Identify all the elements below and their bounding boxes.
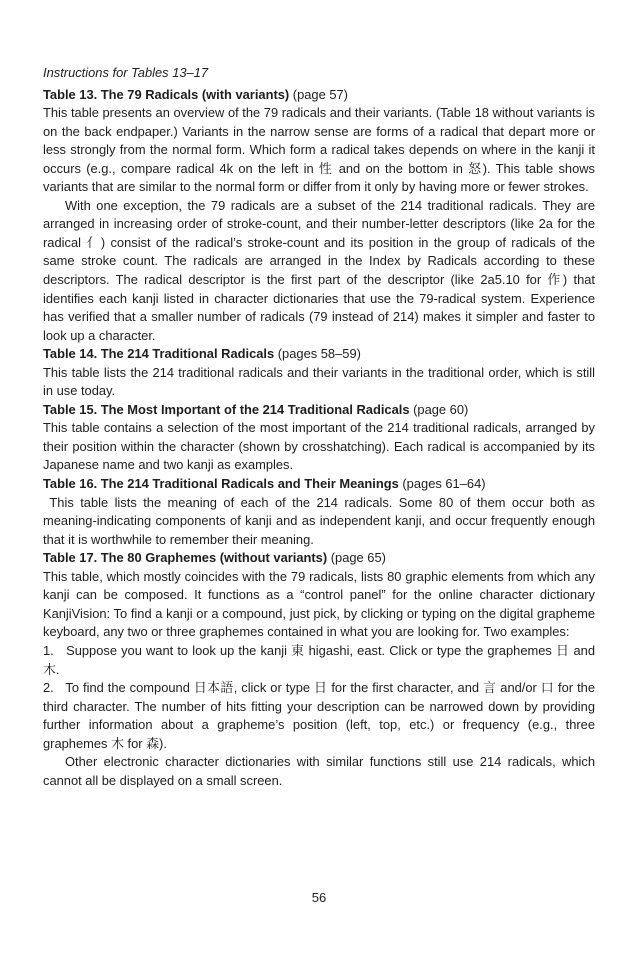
table-15-heading (43, 401, 595, 420)
section-pages: (page 65) (330, 550, 386, 566)
instructions-heading: Instructions for Tables 13–17 (43, 65, 209, 80)
page-number: 56 (311, 890, 327, 905)
table-14-heading (43, 345, 595, 364)
table-13-heading (43, 86, 595, 105)
table-13-paragraph-1: This table presents an overview of the 79 radicals and their variants. (Table 18 without variants is on the back endpaper.) Variants in the narrow sense are forms of a radical that depart more or less strongly from the normal form. Which form a radical takes depends on where in the kanji it occurs (e.g., compare radical 4k on the left in 性 and on the bottom in 怒). This table shows variants that are similar to the normal form or differ from it only by having more or fewer strokes. (43, 105, 595, 195)
example-item-2: 2. To find the compound 日本語, click or type 日 for the first character, and 言 and/or 口 for the third character. The number of hits fitting your description can be narrowed down by providing further information about a grapheme’s position (left, top, etc.) or frequency (e.g., three graphemes 木 for 森). (43, 680, 599, 751)
section-title: Table 15. The Most Important of the 214 Traditional Radicals (43, 401, 410, 417)
section-pages: (pages 61–64) (402, 476, 486, 492)
section-title: Table 17. The 80 Graphemes (without variants) (43, 550, 328, 566)
document-body (43, 64, 599, 790)
table-17-paragraph: This table, which mostly coincides with the 79 radicals, lists 80 graphic elements from which any kanji can be composed. It functions as a “control panel” for the online character dictionary KanjiVision: To find a kanji or a compound, just pick, by clicking or typing on the digital grapheme keyboard, any two or three graphemes contained in what you are looking for. Two examples: (43, 568, 595, 640)
table-17-heading (43, 549, 595, 568)
closing-paragraph: Other electronic character dictionaries with similar functions still use 214 radicals, which cannot all be displayed on a small screen. (43, 754, 595, 788)
section-pages: (pages 58–59) (277, 346, 361, 362)
table-14-paragraph: This table lists the 214 traditional radicals and their variants in the traditional order, which is still in use today. (43, 364, 595, 399)
table-16-heading (43, 475, 595, 494)
example-item-1: 1. Suppose you want to look up the kanji 東 higashi, east. Click or type the graphemes 日 and 木. (43, 642, 599, 677)
section-title: Table 14. The 214 Traditional Radicals (43, 346, 275, 362)
table-13-paragraph-2: With one exception, the 79 radicals are a subset of the 214 traditional radicals. They are arranged in increasing order of stroke-count, and their number-letter descriptors (like 2a for the radical 亻) consist of the radical’s stroke-count and its position in the group of radicals of the same stroke count. The radicals are arranged in the Index by Radicals according to these descriptors. The radical descriptor is the first part of the descriptor (like 2a5.10 for 作) that identifies each kanji listed in character dictionaries that use the 79-radical system. Experience has verified that a smaller number of radicals (79 instead of 214) makes it simpler and faster to look up a character. (43, 197, 595, 343)
section-title: Table 16. The 214 Traditional Radicals and Their Meanings (43, 476, 399, 492)
section-pages: (page 60) (413, 401, 469, 417)
section-title: Table 13. The 79 Radicals (with variants) (43, 86, 290, 102)
section-pages: (page 57) (292, 86, 348, 102)
table-15-paragraph: This table contains a selection of the most important of the 214 traditional radicals, arranged by their position within the character (shown by crosshatching). Each radical is accompanied by its Japanese name and two kanji as examples. (43, 420, 595, 473)
table-16-paragraph: This table lists the meaning of each of the 214 radicals. Some 80 of them occur both as meaning-indicating components of kanji and as independent kanji, and occur frequently enough that it is worthwhile to remember their meaning. (43, 494, 599, 547)
